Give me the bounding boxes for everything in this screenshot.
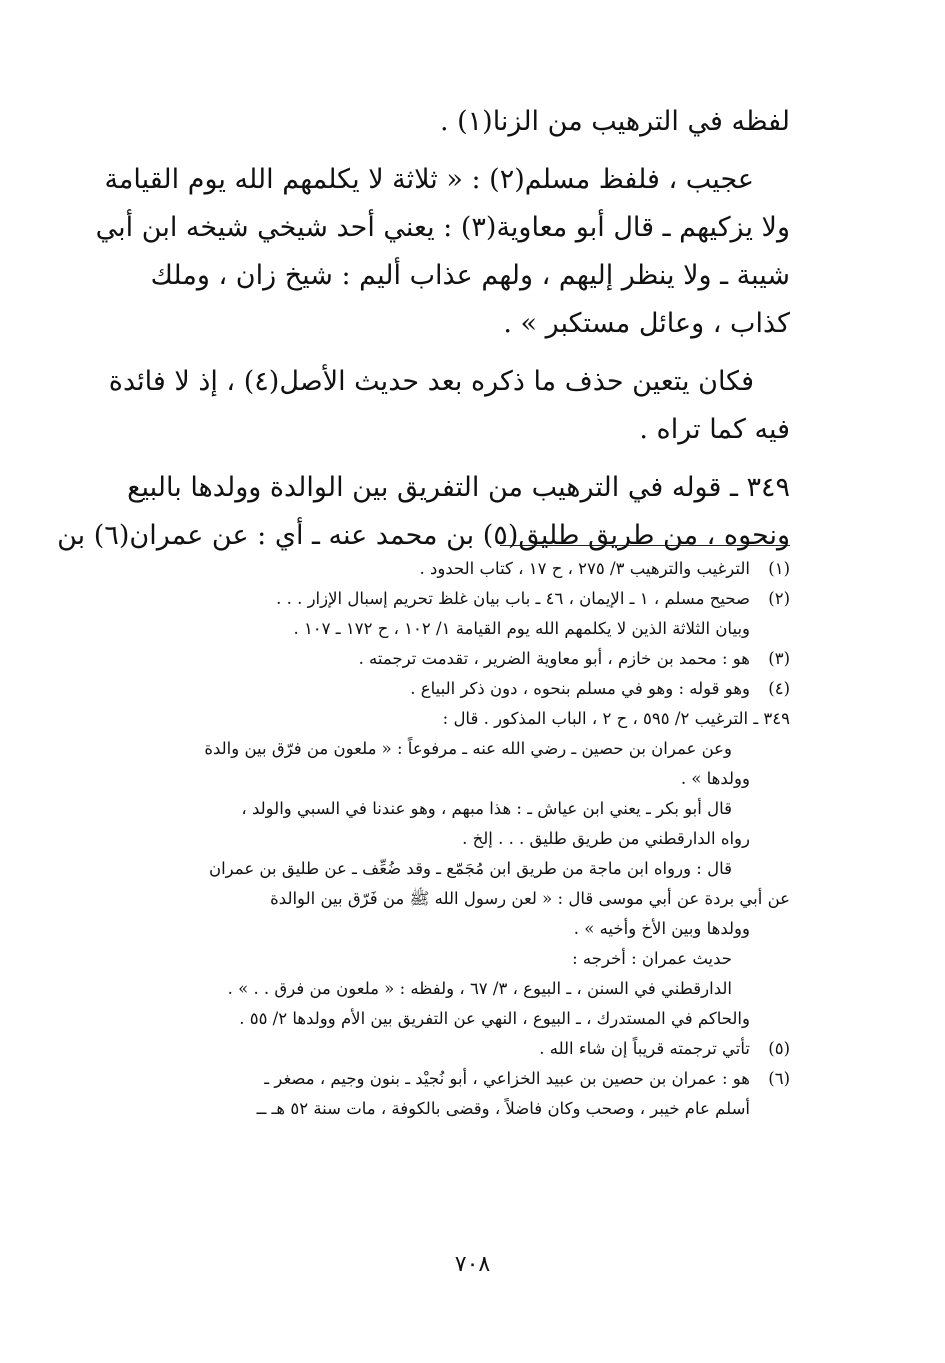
main-text-line: ولا يزكيهم ـ قال أبو معاوية(٣) : يعني أحد شيخي شيخه ابن أبي (95, 212, 790, 243)
footnote-line: عن أبي بردة عن أبي موسى قال : « لعن رسول الله ﷺ من فَرّق بين الوالدة (270, 889, 790, 908)
main-text-line: لفظه في الترهيب من الزنا(١) . (439, 106, 790, 137)
footnote-text: هو : عمران بن حصين بن عبيد الخزاعي ، أبو نُجيْد ـ بنون وجيم ، مصغر ـ (264, 1069, 750, 1088)
footnote-number: (١) (768, 559, 790, 578)
footnote-line: وعن عمران بن حصين ـ رضي الله عنه ـ مرفوعاً : « ملعون من فرّق بين والدة (204, 739, 732, 758)
main-text-line: فيه كما تراه . (639, 414, 790, 445)
footnote-line: وبيان الثلاثة الذين لا يكلمهم الله يوم القيامة ١/ ١٠٢ ، ح ١٧٢ ـ ١٠٧ . (293, 619, 750, 638)
footnote-line: حديث عمران : أخرجه : (572, 949, 732, 968)
main-text-line: كذاب ، وعائل مستكبر » . (503, 308, 790, 339)
footnote-line (84, 674, 790, 704)
main-text-line: ٣٤٩ ـ قوله في الترهيب من التفريق بين الوالدة وولدها بالبيع (127, 472, 790, 503)
footnote-text: وهو قوله : وهو في مسلم بنحوه ، دون ذكر البياع . (410, 679, 750, 698)
page-number: ٧٠٨ (454, 1252, 491, 1277)
footnote-line: وولدها » . (680, 769, 750, 788)
main-text (57, 98, 790, 560)
footnote-line: والحاكم في المستدرك ، ـ البيوع ، النهي عن التفريق بين الأم وولدها ٢/ ٥٥ . (239, 1009, 750, 1028)
footnote-line (84, 1064, 790, 1094)
footnote-line (84, 554, 790, 584)
footnotes (84, 554, 790, 1124)
footnote-line: أسلم عام خيبر ، وصحب وكان فاضلاً ، وقضى بالكوفة ، مات سنة ٥٢ هـ ــ (256, 1099, 750, 1118)
main-text-line: فكان يتعين حذف ما ذكره بعد حديث الأصل(٤) ، إذ لا فائدة (108, 366, 754, 397)
footnote-line: رواه الدارقطني من طريق طليق . . . إلخ . (462, 829, 750, 848)
footnote-number: (٥) (768, 1039, 790, 1058)
footnote-line (84, 584, 790, 614)
footnote-line (84, 1034, 790, 1064)
footnote-line: قال أبو بكر ـ يعني ابن عياش ـ : هذا مبهم ، وهو عندنا في السبي والولد ، (241, 799, 732, 818)
footnote-line: قال : ورواه ابن ماجة من طريق ابن مُجَمّع ـ وقد ضُعِّف ـ عن طليق بن عمران (208, 859, 732, 878)
footnote-number: (٢) (768, 589, 790, 608)
main-text-line: ونحوه ، من طريق طليق(٥) بن محمد عنه ـ أي : عن عمران(٦) بن (57, 520, 790, 551)
footnote-separator (500, 545, 790, 546)
footnote-line: الدارقطني في السنن ، ـ البيوع ، ٣/ ٦٧ ، ولفظه : « ملعون من فرق . . » . (227, 979, 732, 998)
footnote-number: (٦) (768, 1069, 790, 1088)
footnote-text: الترغيب والترهيب ٣/ ٢٧٥ ، ح ١٧ ، كتاب الحدود . (419, 559, 750, 578)
footnote-text: هو : محمد بن خازم ، أبو معاوية الضرير ، تقدمت ترجمته . (358, 649, 750, 668)
footnote-line: ٣٤٩ ـ الترغيب ٢/ ٥٩٥ ، ح ٢ ، الباب المذكور . قال : (442, 709, 790, 728)
main-text-line: عجيب ، فلفظ مسلم(٢) : « ثلاثة لا يكلمهم الله يوم القيامة (104, 164, 754, 195)
footnote-text: تأتي ترجمته قريباً إن شاء الله . (539, 1039, 750, 1058)
footnote-number: (٤) (768, 679, 790, 698)
main-text-line: شيبة ـ ولا ينظر إليهم ، ولهم عذاب أليم : شيخ زان ، وملك (150, 260, 790, 291)
footnote-number: (٣) (768, 649, 790, 668)
footnote-line: وولدها وبين الأخ وأخيه » . (573, 919, 750, 938)
footnote-line (84, 644, 790, 674)
footnote-text: صحيح مسلم ، ١ ـ الإيمان ، ٤٦ ـ باب بيان غلظ تحريم إسبال الإزار . . . (276, 589, 750, 608)
